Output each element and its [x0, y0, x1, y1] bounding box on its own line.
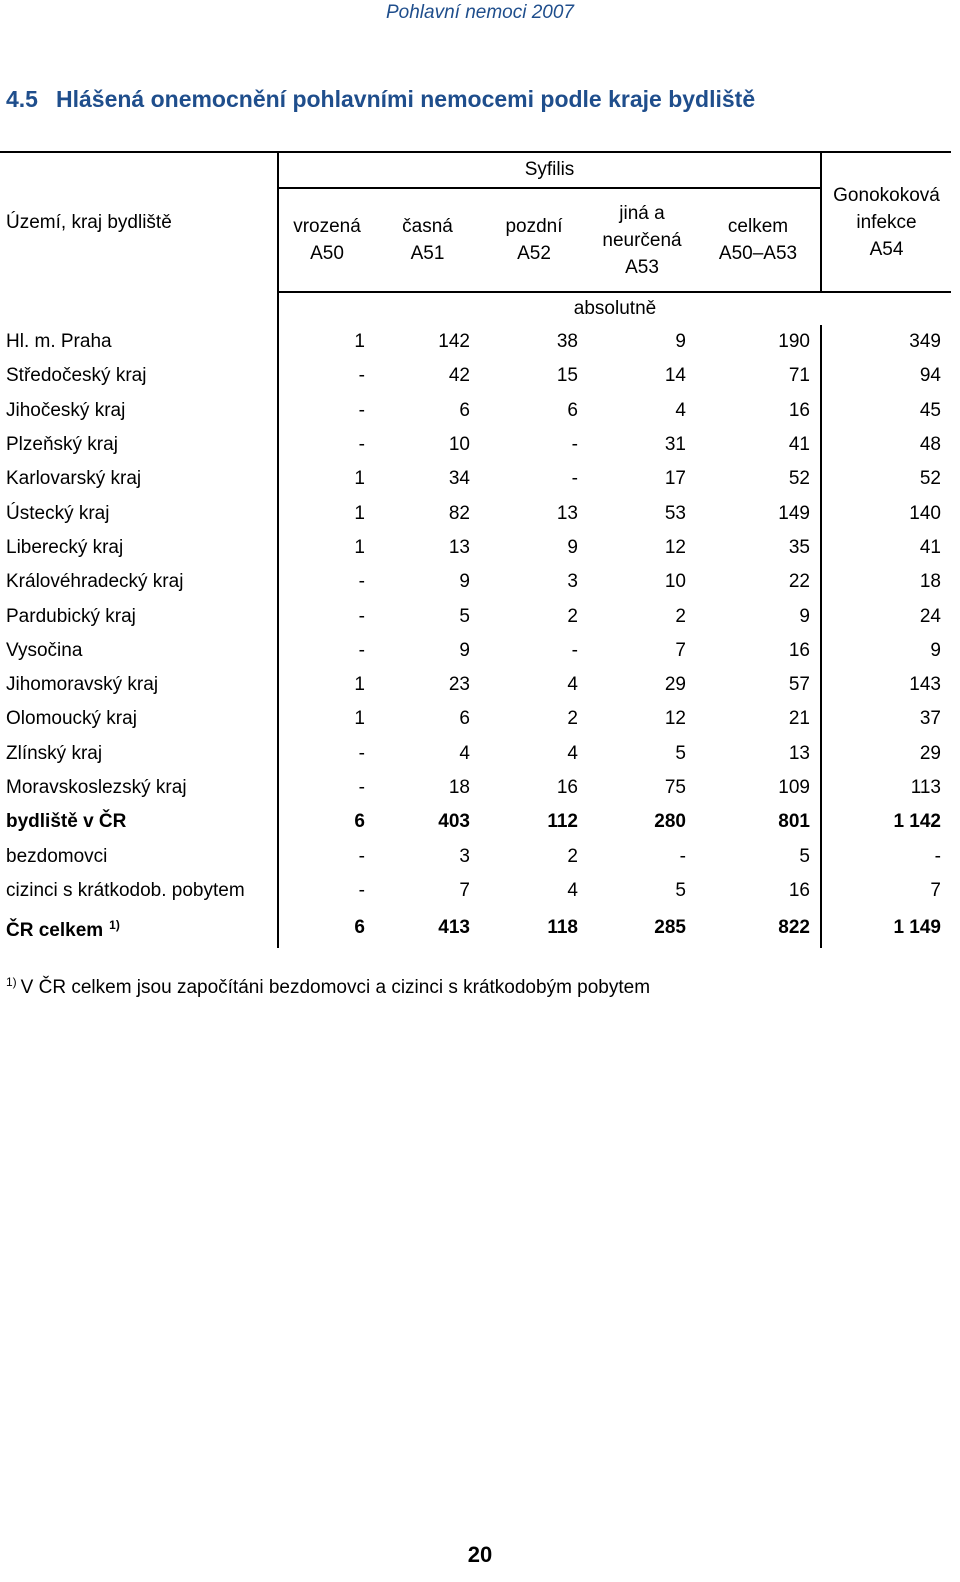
table-cell: - — [358, 845, 365, 867]
table-cell: 6 — [459, 399, 470, 421]
row-label — [0, 634, 278, 668]
table-row — [0, 874, 951, 908]
table-cell: - — [358, 399, 365, 421]
table-cell: 13 — [696, 737, 821, 771]
table-cell: 2 — [567, 708, 578, 730]
row-label-text: Plzeňský kraj — [6, 434, 118, 456]
table-cell: - — [934, 845, 941, 867]
footnote-mark: 1) — [6, 975, 17, 989]
table-cell: 1 — [354, 536, 365, 558]
table-cell: 75 — [664, 777, 686, 798]
table-cell: - — [358, 605, 365, 627]
table-cell: 16 — [696, 394, 821, 428]
table-row — [0, 908, 951, 948]
table-cell: - — [358, 639, 365, 661]
table-cell: 6 — [354, 811, 365, 833]
table-cell: 22 — [696, 565, 821, 599]
table-cell: - — [571, 468, 578, 490]
table-cell: 801 — [696, 805, 821, 839]
table-cell: 57 — [696, 668, 821, 702]
table-cell: 9 — [696, 599, 821, 633]
table-cell: 5 — [675, 879, 686, 901]
table-cell: 16 — [696, 634, 821, 668]
table-row — [0, 462, 951, 496]
table-cell: - — [358, 434, 365, 456]
table-cell: 82 — [448, 502, 470, 524]
table-cell: 21 — [696, 702, 821, 736]
row-label-text: Moravskoslezský kraj — [6, 777, 187, 798]
table-cell: - — [358, 777, 365, 798]
table-row — [0, 496, 951, 530]
row-label — [0, 702, 278, 736]
table-row — [0, 565, 951, 599]
table-cell: 13 — [448, 536, 470, 558]
table-row — [0, 771, 951, 805]
row-label-text: ČR celkem — [6, 920, 104, 942]
table-cell: 48 — [919, 434, 941, 456]
table-cell: - — [358, 879, 365, 901]
table-cell: 9 — [459, 571, 470, 593]
table-cell: 17 — [664, 468, 686, 490]
row-label — [0, 668, 278, 702]
unit-label: absolutně — [278, 292, 951, 325]
table-cell: 7 — [930, 879, 941, 901]
table-cell: 31 — [664, 434, 686, 456]
table-cell: 16 — [556, 777, 578, 798]
table-cell: 118 — [547, 917, 578, 939]
table-row — [0, 428, 951, 462]
table-cell: 6 — [354, 917, 365, 939]
table-cell: 15 — [556, 365, 578, 387]
row-label — [0, 771, 278, 805]
table-cell: - — [571, 434, 578, 456]
table-cell: 403 — [438, 811, 470, 833]
table-cell: 112 — [547, 811, 578, 833]
header-syphilis: Syfilis — [278, 153, 821, 188]
row-label — [0, 599, 278, 633]
table-cell: 24 — [919, 605, 941, 627]
table-body — [0, 325, 951, 948]
table-cell: 5 — [696, 839, 821, 873]
table-cell: 53 — [664, 502, 686, 524]
table-cell: 29 — [664, 674, 686, 696]
table-cell: 4 — [675, 399, 686, 421]
table-cell: 1 — [354, 502, 365, 524]
table-cell: 6 — [459, 708, 470, 730]
table-row — [0, 325, 951, 359]
table-cell: 280 — [654, 811, 686, 833]
table-cell: 9 — [567, 536, 578, 558]
statistics-table — [0, 151, 951, 948]
table-cell: 41 — [696, 428, 821, 462]
table-cell: - — [358, 742, 365, 764]
table-cell: 29 — [919, 742, 941, 764]
table-cell: 23 — [448, 674, 470, 696]
header-gonococcal: Gonokoková infekce A54 — [821, 153, 951, 292]
row-label — [0, 874, 278, 908]
row-label — [0, 737, 278, 771]
table-cell: 38 — [556, 331, 578, 353]
row-label-text: bydliště v ČR — [6, 811, 127, 833]
table-cell: 9 — [930, 639, 941, 661]
table-cell: 2 — [567, 605, 578, 627]
table-cell: - — [679, 845, 686, 867]
row-label-text: Středočeský kraj — [6, 365, 147, 387]
header-early: časná A51 — [402, 216, 453, 264]
table-cell: 1 — [354, 708, 365, 730]
row-label-text: Hl. m. Praha — [6, 331, 112, 353]
row-label — [0, 908, 278, 948]
table-cell: 349 — [909, 331, 941, 353]
footnote — [6, 975, 650, 999]
table-cell: 3 — [567, 571, 578, 593]
row-footnote-mark: 1) — [109, 918, 120, 933]
row-label-text: Zlínský kraj — [6, 742, 103, 764]
running-header: Pohlavní nemoci 2007 — [385, 2, 574, 23]
table-cell: 71 — [696, 359, 821, 393]
table-cell: 7 — [675, 639, 686, 661]
table-cell: 143 — [909, 674, 941, 696]
table-cell: - — [358, 365, 365, 387]
table-cell: 190 — [696, 325, 821, 359]
table-cell: 12 — [664, 708, 686, 730]
header-other-unspecified: jiná a neurčená A53 — [602, 202, 682, 278]
row-label-text: Královéhradecký kraj — [6, 571, 184, 593]
table-cell: 12 — [664, 536, 686, 558]
table-row — [0, 394, 951, 428]
header-territory: Území, kraj bydliště — [0, 153, 278, 292]
table-cell: 1 149 — [893, 917, 941, 939]
table-cell: 4 — [459, 742, 470, 764]
table-cell: 41 — [919, 536, 941, 558]
page-number: 20 — [467, 1542, 493, 1567]
row-label — [0, 359, 278, 393]
table-row — [0, 599, 951, 633]
row-label-text: Jihomoravský kraj — [6, 674, 159, 696]
table-row — [0, 359, 951, 393]
table-cell: 1 — [354, 331, 365, 353]
table-cell: 52 — [919, 468, 941, 490]
table-cell: 1 142 — [893, 811, 941, 833]
row-label — [0, 839, 278, 873]
table-cell: 3 — [459, 845, 470, 867]
table-row — [0, 702, 951, 736]
table-cell: 7 — [459, 879, 470, 901]
row-label-text: Jihočeský kraj — [6, 399, 126, 421]
table-cell: 9 — [459, 639, 470, 661]
table-cell: 4 — [567, 879, 578, 901]
row-label — [0, 394, 278, 428]
table-cell: 18 — [448, 777, 470, 798]
table-cell: 35 — [696, 531, 821, 565]
table-cell: 94 — [919, 365, 941, 387]
table-cell: 34 — [448, 468, 470, 490]
table-row — [0, 668, 951, 702]
table-cell: 1 — [354, 674, 365, 696]
table-cell: 18 — [919, 571, 941, 593]
table-cell: 4 — [567, 674, 578, 696]
table-cell: 5 — [459, 605, 470, 627]
row-label — [0, 428, 278, 462]
row-label-text: Vysočina — [6, 639, 83, 661]
table-cell: 113 — [910, 777, 941, 798]
table-cell: 5 — [675, 742, 686, 764]
table-cell: 2 — [567, 845, 578, 867]
table-cell: 2 — [675, 605, 686, 627]
table-cell: 14 — [664, 365, 686, 387]
table-row — [0, 634, 951, 668]
table-row — [0, 805, 951, 839]
row-label-text: Liberecký kraj — [6, 536, 124, 558]
table-cell: 9 — [675, 331, 686, 353]
table-cell: 140 — [909, 502, 941, 524]
table-cell: 149 — [696, 496, 821, 530]
row-label — [0, 462, 278, 496]
table-cell: 822 — [696, 908, 821, 948]
row-label — [0, 805, 278, 839]
table-cell: 6 — [567, 399, 578, 421]
header-late: pozdní A52 — [505, 216, 563, 264]
table-cell: 45 — [919, 399, 941, 421]
row-label-text: Olomoucký kraj — [6, 708, 137, 730]
footnote-text: V ČR celkem jsou započítáni bezdomovci a cizinci s krátkodobým pobytem — [20, 977, 651, 998]
section-title-text: Hlášená onemocnění pohlavními nemocemi podle kraje bydliště — [55, 86, 756, 112]
table-cell: 52 — [696, 462, 821, 496]
table-cell: - — [571, 639, 578, 661]
row-label — [0, 496, 278, 530]
row-label-text: Karlovarský kraj — [6, 468, 142, 490]
table-cell: - — [358, 571, 365, 593]
row-label — [0, 565, 278, 599]
row-label-text: Pardubický kraj — [6, 605, 136, 627]
table-cell: 16 — [696, 874, 821, 908]
table-cell: 1 — [354, 468, 365, 490]
table-cell: 142 — [438, 331, 470, 353]
table-cell: 13 — [556, 502, 578, 524]
table-cell: 4 — [567, 742, 578, 764]
row-label — [0, 531, 278, 565]
header-total-syphilis: celkem A50–A53 — [718, 216, 798, 264]
table-cell: 10 — [448, 434, 470, 456]
row-label-text: bezdomovci — [6, 845, 108, 867]
table-cell: 413 — [438, 917, 470, 939]
row-label — [0, 325, 278, 359]
table-cell: 285 — [654, 917, 686, 939]
section-number: 4.5 — [6, 86, 38, 112]
section-title — [6, 86, 755, 113]
table-row — [0, 531, 951, 565]
row-label-text: Ústecký kraj — [6, 502, 110, 524]
row-label-text: cizinci s krátkodob. pobytem — [6, 879, 245, 901]
table-row — [0, 839, 951, 873]
table-cell: 37 — [919, 708, 941, 730]
table-cell: 10 — [664, 571, 686, 593]
table-cell: 42 — [448, 365, 470, 387]
table-row — [0, 737, 951, 771]
table-cell: 109 — [696, 771, 821, 805]
header-congenital: vrozená A50 — [293, 216, 361, 264]
